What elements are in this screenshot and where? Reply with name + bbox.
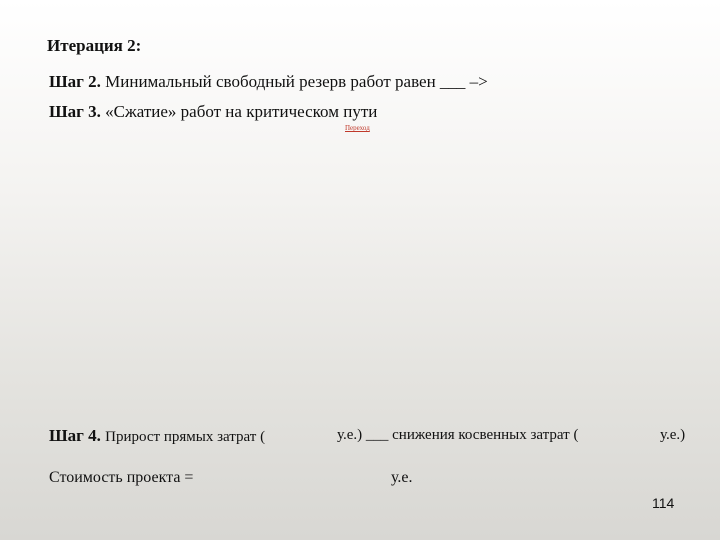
step-2-text: Минимальный свободный резерв работ равен ___ –> xyxy=(105,72,488,91)
step-3-label: Шаг 3. xyxy=(49,102,101,121)
step-4-label: Шаг 4. xyxy=(49,426,101,445)
step-2-label: Шаг 2. xyxy=(49,72,101,91)
step-3-text: «Сжатие» работ на критическом пути xyxy=(105,102,378,121)
transition-link[interactable]: Переход xyxy=(345,124,370,132)
project-cost-unit: у.е. xyxy=(391,469,413,486)
step-2-line xyxy=(49,72,488,92)
step-4-text-direct-costs: Прирост прямых затрат ( xyxy=(105,429,266,445)
step-4-text-indirect-costs: у.е.) ___ снижения косвенных затрат ( xyxy=(337,427,579,443)
page-number: 114 xyxy=(652,495,675,511)
step-4-line xyxy=(49,426,265,446)
step-3-line xyxy=(49,102,377,122)
project-cost-label: Стоимость проекта = xyxy=(49,469,194,486)
slide-title: Итерация 2: xyxy=(47,36,142,55)
step-4-text-units: у.е.) xyxy=(660,427,686,443)
